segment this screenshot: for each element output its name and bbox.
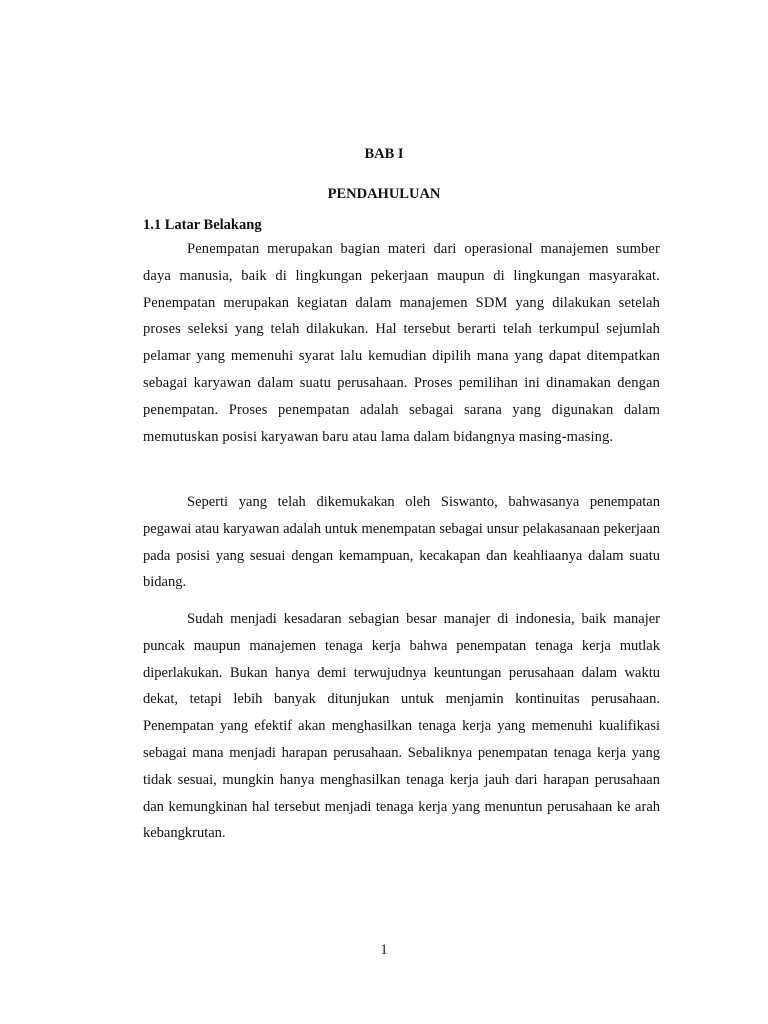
paragraph-3: Sudah menjadi kesadaran sebagian besar manajer di indonesia, baik manajer puncak maupun manajemen tenaga kerja bahwa penempatan tenaga kerja mutlak diperlakukan. Bukan hanya demi terwujudnya keuntungan perusahaan dalam waktu dekat, tetapi lebih banyak ditunjukan untuk menjamin kontinuitas perusahaan. Penempatan yang efektif akan menghasilkan tenaga kerja yang memenuhi kualifikasi sebagai mana menjadi harapan perusahaan. Sebaliknya penempatan tenaga kerja yang tidak sesuai, mungkin hanya menghasilkan tenaga kerja jauh dari harapan perusahaan dan kemungkinan hal tersebut menjadi tenaga kerja yang menuntun perusahaan ke arah kebangkrutan.: [143, 611, 660, 842]
page-number: 1: [380, 942, 388, 958]
section-heading: 1.1 Latar Belakang: [143, 217, 262, 233]
chapter-title: PENDAHULUAN: [327, 186, 441, 202]
paragraph-1: Penempatan merupakan bagian materi dari operasional manajemen sumber daya manusia, baik di lingkungan pekerjaan maupun di lingkungan masyarakat. Penempatan merupakan kegiatan dalam manajemen SDM yang dilakukan setelah proses seleksi yang telah dilakukan. Hal tersebut berarti telah terkumpul sejumlah pelamar yang memenuhi syarat lalu kemudian dipilih mana yang dapat ditempatkan sebagai karyawan dalam suatu perusahaan. Proses pemilihan ini dinamakan dengan penempatan. Proses penempatan adalah sebagai sarana yang digunakan dalam memutuskan posisi karyawan baru atau lama dalam bidangnya masing-masing.: [143, 241, 660, 445]
chapter-number: BAB I: [364, 146, 404, 162]
paragraph-2: Seperti yang telah dikemukakan oleh Siswanto, bahwasanya penempatan pegawai atau karyawan adalah untuk menempatan sebagai unsur pelakasanaan pekerjaan pada posisi yang sesuai dengan kemampuan, kecakapan dan keahliaanya dalam suatu bidang.: [143, 494, 660, 591]
